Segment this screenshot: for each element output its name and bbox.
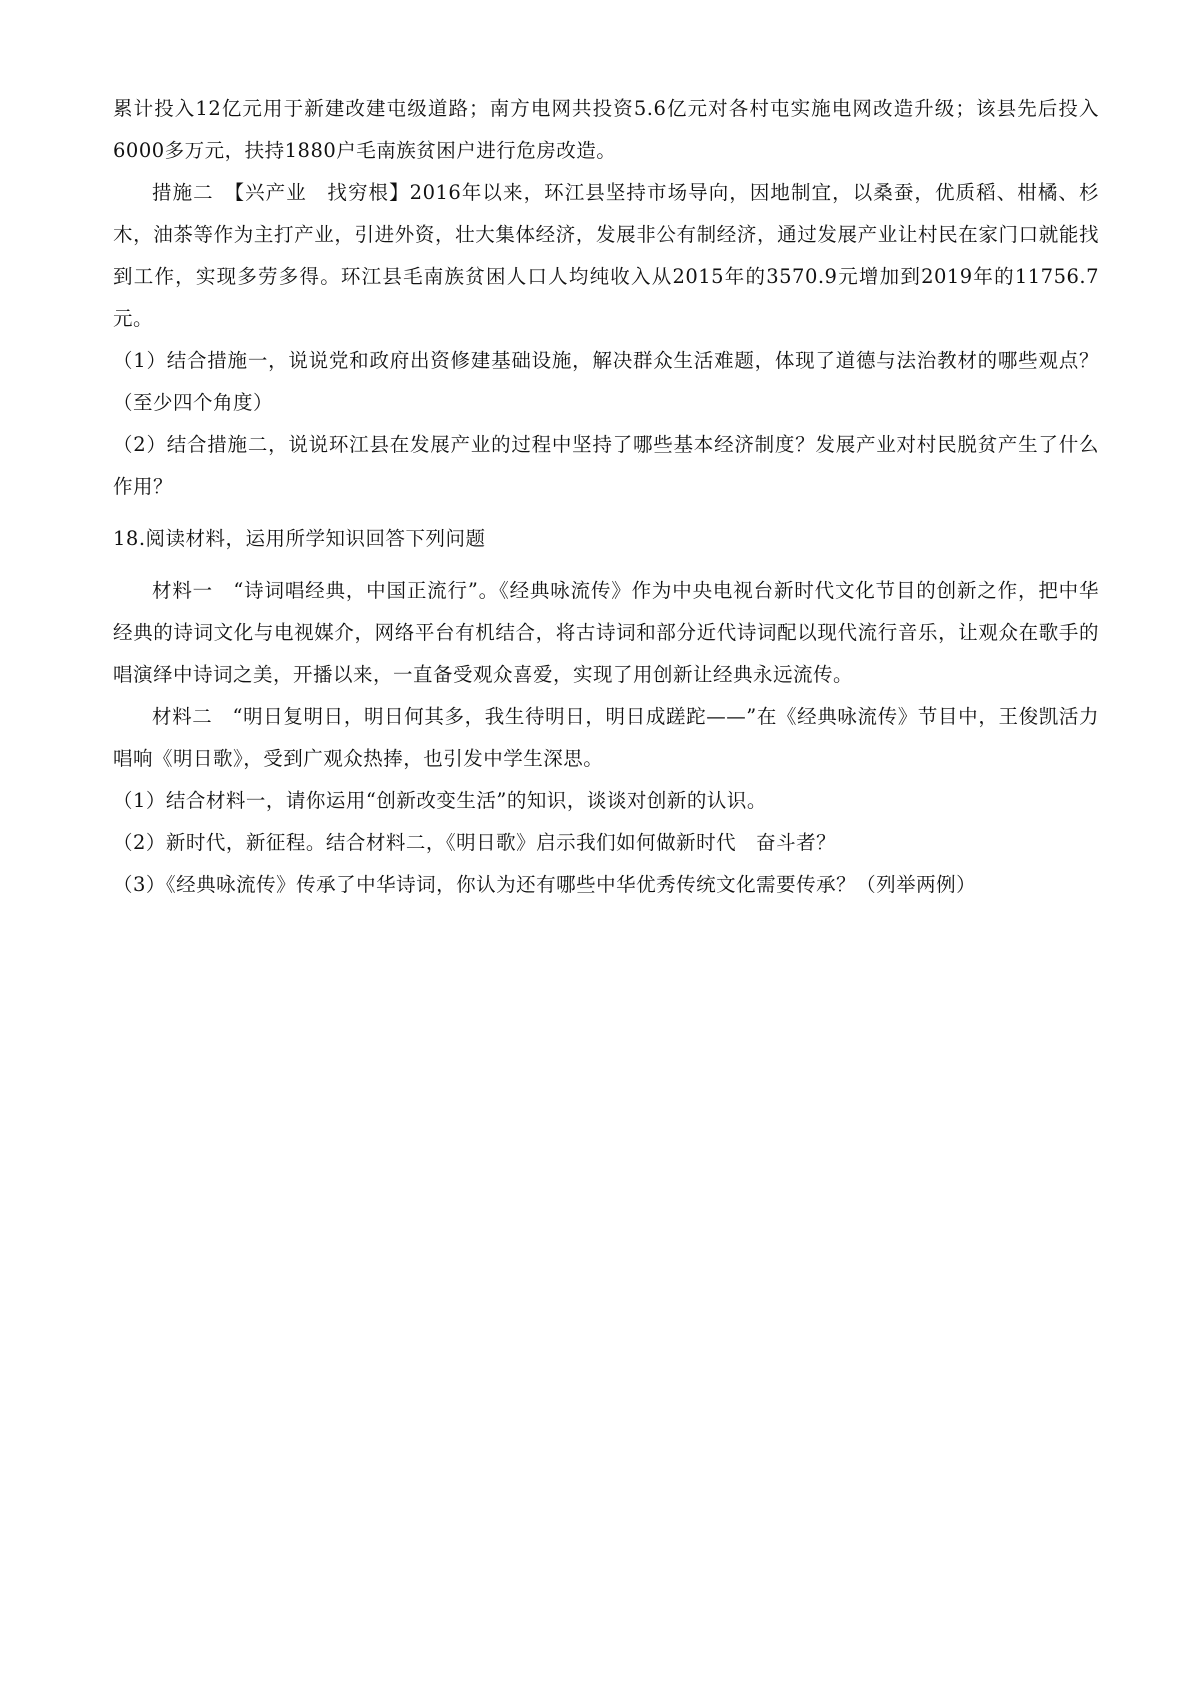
question-17-2: （2）结合措施二，说说环江县在发展产业的过程中坚持了哪些基本经济制度？发展产业对村民脱贫产生了什么作用？ xyxy=(113,433,1099,498)
document-body xyxy=(113,88,1099,906)
question-17-1: （1）结合措施一，说说党和政府出资修建基础设施，解决群众生活难题，体现了道德与法治教材的哪些观点？（至少四个角度） xyxy=(113,349,1099,414)
question-18-1: （1）结合材料一，请你运用“创新改变生活”的知识，谈谈对创新的认识。 xyxy=(113,789,767,812)
question-18-title: 18.阅读材料，运用所学知识回答下列问题 xyxy=(113,527,486,550)
material2-paragraph: 材料二 “明日复明日，明日何其多，我生待明日，明日成蹉跎——”在《经典咏流传》节目中，王俊凯活力唱响《明日歌》，受到广观众热捧，也引发中学生深思。 xyxy=(113,705,1099,770)
material1-paragraph: 材料一 “诗词唱经典，中国正流行”。《经典咏流传》作为中央电视台新时代文化节目的创新之作，把中华经典的诗词文化与电视媒介，网络平台有机结合，将古诗词和部分近代诗词配以现代流行音乐，让观众在歌手的唱演绎中诗词之美，开播以来，一直备受观众喜爱，实现了用创新让经典永远流传。 xyxy=(113,579,1099,686)
question-18-2: （2）新时代，新征程。结合材料二，《明日歌》启示我们如何做新时代 奋斗者？ xyxy=(113,831,837,854)
question-18-3: （3）《经典咏流传》传承了中华诗词，你认为还有哪些中华优秀传统文化需要传承？（列举两例） xyxy=(113,873,977,896)
measure2-paragraph: 措施二 【兴产业 找穷根】2016年以来，环江县坚持市场导向，因地制宜，以桑蚕，优质稻、柑橘、杉木，油茶等作为主打产业，引进外资，壮大集体经济，发展非公有制经济，通过发展产业让村民在家门口就能找到工作，实现多劳多得。环江县毛南族贫困人口人均纯收入从2015年的3570.9元增加到2019年的11756.7元。 xyxy=(113,181,1099,330)
measure1-continuation: 累计投入12亿元用于新建改建屯级道路；南方电网共投资5.6亿元对各村屯实施电网改造升级；该县先后投入6000多万元，扶持1880户毛南族贫困户进行危房改造。 xyxy=(113,97,1099,162)
